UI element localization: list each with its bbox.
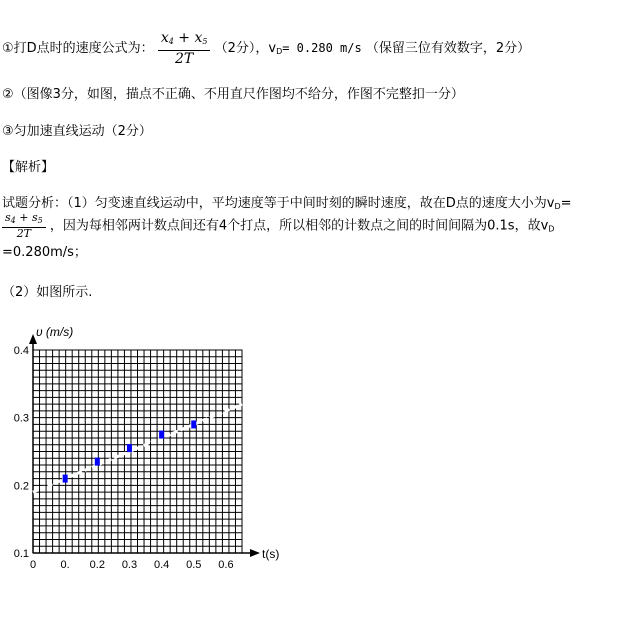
y-tick-label: 0.2 [13,480,29,493]
answer1-vd-value: = 0.280 m/s [282,41,362,55]
answer-line-3: ③匀加速直线运动（2分） [2,124,152,139]
analysis-fraction: $\frac{s_4 + s_5}{2T}$ [2,212,46,240]
data-point [191,420,196,428]
answer-line-1: ①打D点时的速度公式为： $\frac{x_4 + x_5}{2T}$ （2分），$v_D= 0.280$ m/s （保留三位有效数字，2分） [2,30,531,67]
velocity-formula-fraction: $\frac{x_4 + x_5}{2T}$ [158,30,211,67]
y-tick-label: 0.1 [13,548,29,560]
answer1-prefix: ①打D点时的速度公式为： [2,41,154,56]
answer1-note: （保留三位有效数字，2分） [365,41,531,56]
answer-line-2: ②（图像3分，如图，描点不正确、不用直尺作图均不给分，作图不完整扣一分） [2,87,464,102]
y-tick-label: 0.4 [13,345,29,357]
data-point [127,444,132,452]
x-axis-label: t(s) [262,547,280,561]
answer1-points: （2分），v [214,41,277,56]
part2-caption: （2）如图所示. [2,285,93,300]
x-tick-label: 0.4 [153,559,170,571]
x-tick-label: 0. [60,559,70,571]
x-tick-label: 0 [29,559,37,571]
x-tick-label: 0.5 [186,559,202,571]
analysis-line-3: =0.280m/s； [2,245,87,260]
y-axis-label: υ (m/s) [36,325,74,339]
data-point [95,458,100,466]
data-point [159,431,164,439]
data-point [63,475,68,483]
x-tick-label: 0.6 [218,559,234,571]
velocity-time-chart [0,320,630,620]
analysis-line-1: 试题分析：（1）匀变速直线运动中，平均速度等于中间时刻的瞬时速度，故在D点的速度大小为$v_D=$ [2,196,572,211]
analysis-line-2: $\frac{s_4 + s_5}{2T}$ ，因为每相邻两计数点间还有4个打点，所以相邻的计数点之间的时间间隔为0.1s，故$v_D$ [2,212,554,240]
chart-grid [33,350,242,553]
analysis-heading: 【解析】 [2,160,55,175]
y-tick-label: 0.3 [13,412,29,425]
x-axis-arrow [250,549,260,557]
x-tick-label: 0.2 [89,559,105,571]
x-tick-label: 0.3 [121,559,138,571]
